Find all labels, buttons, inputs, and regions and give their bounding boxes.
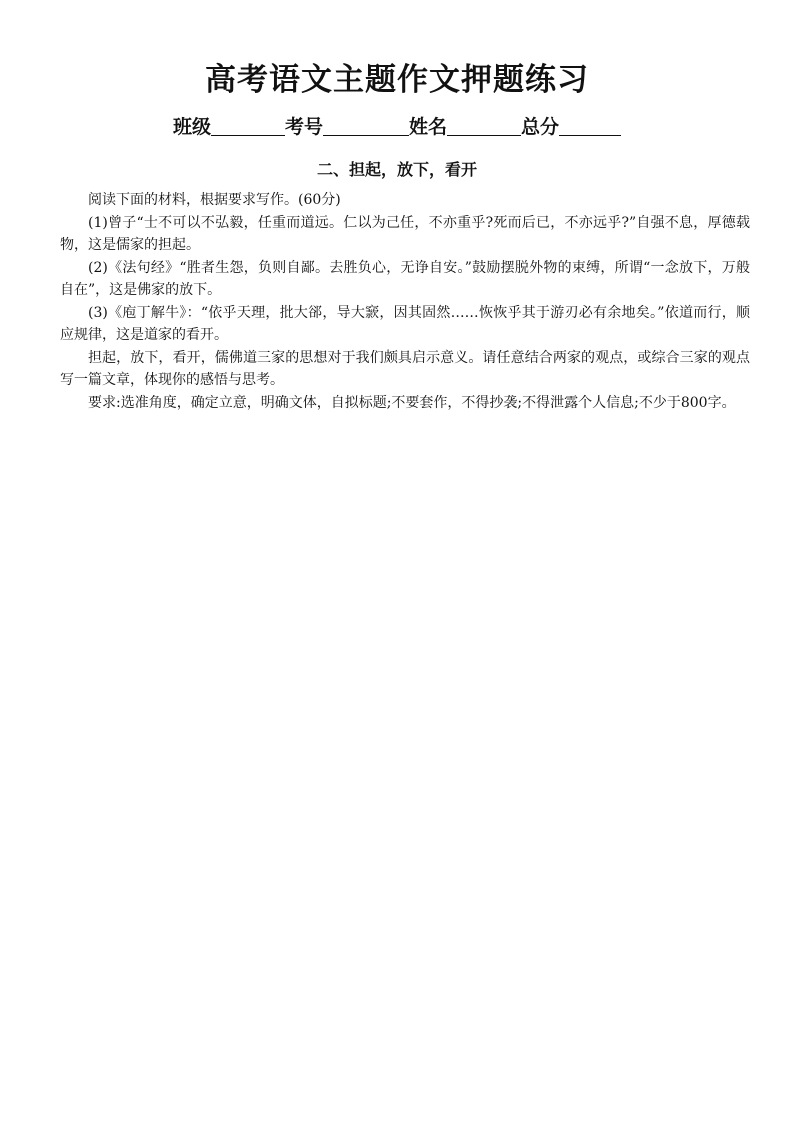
student-info-line [0, 112, 794, 142]
class-blank [211, 115, 285, 136]
score-blank [559, 115, 621, 136]
score-label: 总分 [521, 116, 560, 138]
material-item-3: (3)《庖丁解牛》：“依乎天理，批大郤，导大窾，因其固然……恢恢乎其于游刃必有余地矣。”依道而行，顺应规律，这是道家的看开。 [60, 304, 750, 343]
page-title: 高考语文主题作文押题练习 [205, 62, 589, 98]
intro-paragraph: 阅读下面的材料，根据要求写作。(60分) [88, 192, 341, 208]
material-item-2: (2)《法句经》“胜者生怨，负则自鄙。去胜负心，无诤自安。”鼓励摆脱外物的束缚，所谓“一念放下，万般自在”，这是佛家的放下。 [60, 259, 750, 298]
exam-number-label: 考号 [284, 116, 323, 138]
material-item-1: (1)曾子“士不可以不弘毅，任重而道远。仁以为己任，不亦重乎?死而后已，不亦远乎?”自强不息，厚德载物，这是儒家的担起。 [60, 214, 750, 253]
task-paragraph: 担起，放下，看开，儒佛道三家的思想对于我们颇具启示意义。请任意结合两家的观点，或综合三家的观点写一篇文章，体现你的感悟与思考。 [60, 349, 750, 388]
name-label: 姓名 [409, 116, 448, 138]
class-label: 班级 [172, 116, 211, 138]
prompt-body [60, 189, 750, 414]
section-heading: 二、担起，放下，看开 [316, 160, 477, 179]
name-blank [447, 115, 521, 136]
requirements-paragraph: 要求:选准角度，确定立意，明确文体，自拟标题;不要套作，不得抄袭;不得泄露个人信息;不少于800字。 [88, 394, 736, 411]
exam-number-blank [323, 115, 409, 136]
